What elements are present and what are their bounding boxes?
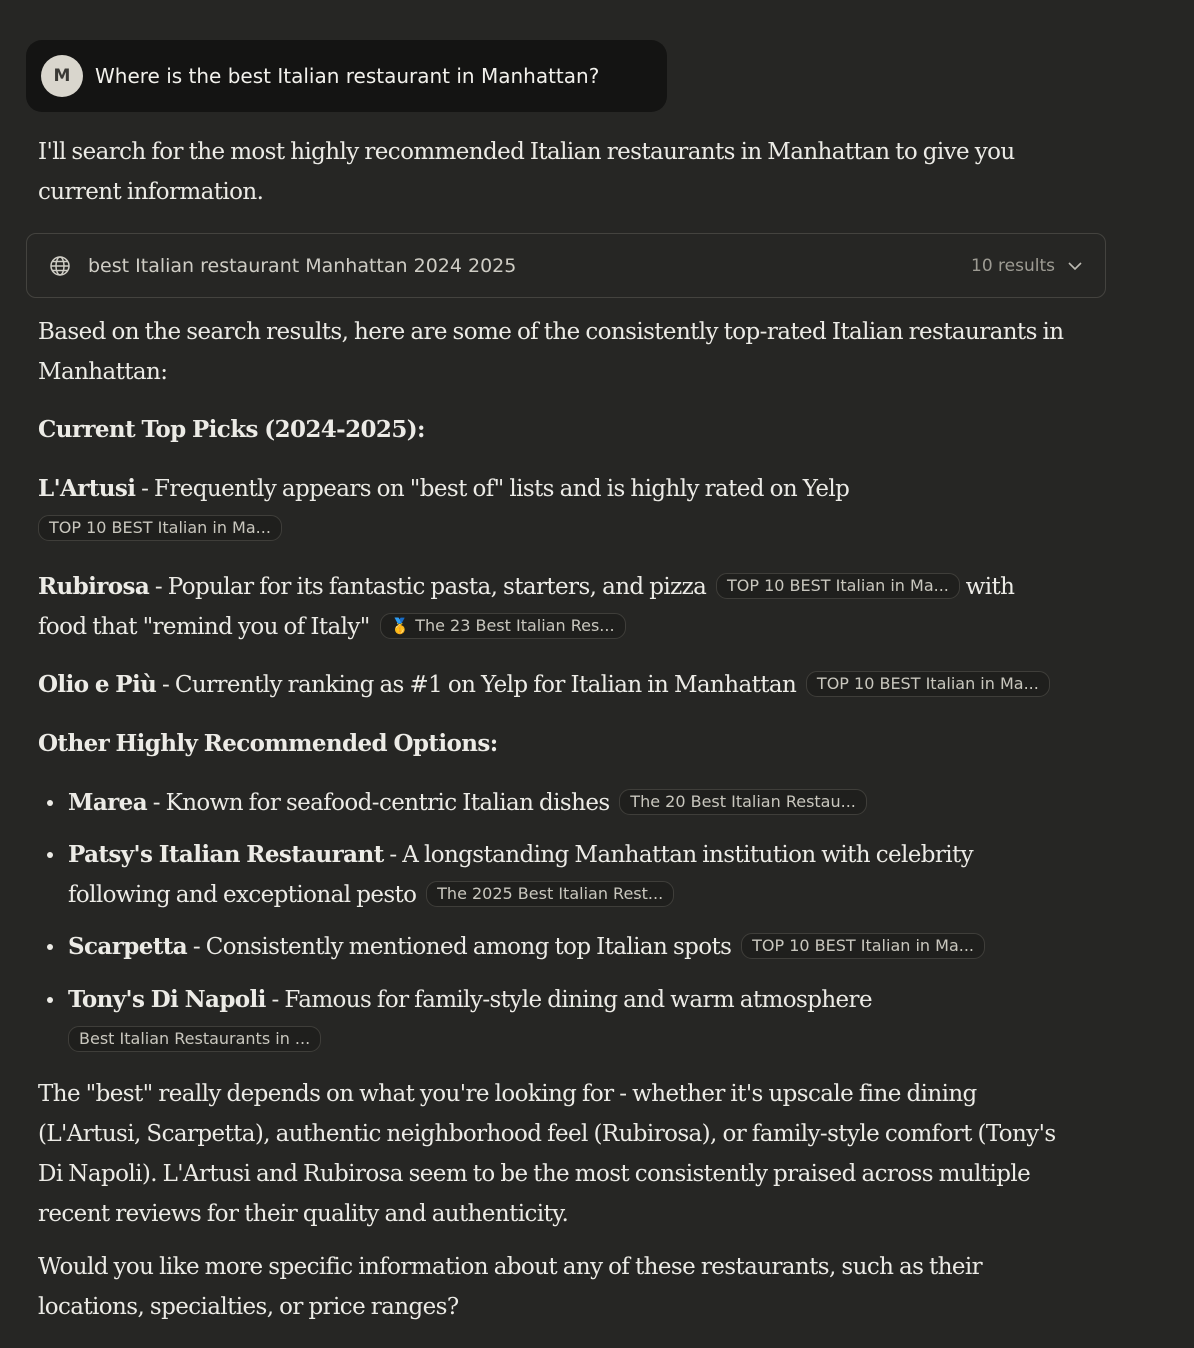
bullet-dot [47,852,53,858]
followup-paragraph: Would you like more specific information about any of these restaurants, such as their locations, specialties, or price ranges? [38,1254,983,1320]
item-description: - Consistently mentioned among top Italian spots [187,934,732,960]
citation-chip[interactable]: Best Italian Restaurants in ... [68,1026,321,1052]
pick-description: - Popular for its fantastic pasta, starters, and pizza [149,574,707,600]
search-results-toggle[interactable] [26,233,1106,298]
list-item [38,980,1068,1060]
citation-chip[interactable]: TOP 10 BEST Italian in Ma... [716,573,960,599]
other-options-heading: Other Highly Recommended Options: [38,730,498,757]
list-item [38,927,1068,967]
restaurant-name: Patsy's Italian Restaurant [68,841,384,868]
bullet-dot [47,997,53,1003]
summary-paragraph: Based on the search results, here are some of the consistently top-rated Italian restaurants in Manhattan: [38,319,1064,385]
globe-icon [49,255,71,277]
citation-chip[interactable]: TOP 10 BEST Italian in Ma... [806,671,1050,697]
citation-chip[interactable]: TOP 10 BEST Italian in Ma... [741,933,985,959]
pick-description: - Currently ranking as #1 on Yelp for Italian in Manhattan [156,672,797,698]
restaurant-name: L'Artusi [38,475,136,502]
restaurant-name: Scarpetta [68,933,188,960]
item-description: - Known for seafood-centric Italian dishes [147,790,610,816]
pick-description-cont: with food that "remind you of Italy" [38,574,1015,640]
restaurant-name: Tony's Di Napoli [68,986,266,1013]
search-query: best Italian restaurant Manhattan 2024 2025 [88,254,517,277]
item-description: - A longstanding Manhattan institution with celebrity following and exceptional pesto [68,842,974,908]
restaurant-name: Rubirosa [38,573,150,600]
citation-label: The 23 Best Italian Res... [415,616,615,635]
list-item [38,835,1068,915]
citation-chip[interactable]: TOP 10 BEST Italian in Ma... [38,515,282,541]
user-message [26,40,667,112]
pick-rubirosa [38,567,1068,647]
bullet-dot [47,800,53,806]
item-description: - Famous for family-style dining and warm atmosphere [265,987,872,1013]
citation-chip[interactable]: The 2025 Best Italian Rest... [426,881,674,907]
results-count: 10 results [971,255,1055,276]
bullet-dot [47,944,53,950]
pick-lartusi [38,469,1068,549]
conclusion-paragraph: The "best" really depends on what you're looking for - whether it's upscale fine dining (L'Artusi, Scarpetta), authentic neighborhood feel (Rubirosa), or family-style comfort (Tony's Di Napoli). L'Artusi and Rubirosa seem to be the most consistently praised across multiple recent reviews for their quality and authenticity. [38,1081,1056,1227]
restaurant-name: Olio e Più [38,671,157,698]
intro-paragraph: I'll search for the most highly recommended Italian restaurants in Manhattan to give you current information. [38,139,1015,205]
list-item [38,783,1068,823]
user-message-text: Where is the best Italian restaurant in Manhattan? [95,64,600,88]
chevron-down-icon[interactable] [1067,258,1083,274]
avatar: M [41,55,83,97]
restaurant-name: Marea [68,789,148,816]
medal-icon: 🥇 [390,617,410,635]
pick-olio [38,665,1068,705]
citation-chip[interactable] [380,613,626,639]
top-picks-heading: Current Top Picks (2024-2025): [38,416,425,443]
pick-description: - Frequently appears on "best of" lists and is highly rated on Yelp [135,476,850,502]
citation-chip[interactable]: The 20 Best Italian Restau... [619,789,867,815]
